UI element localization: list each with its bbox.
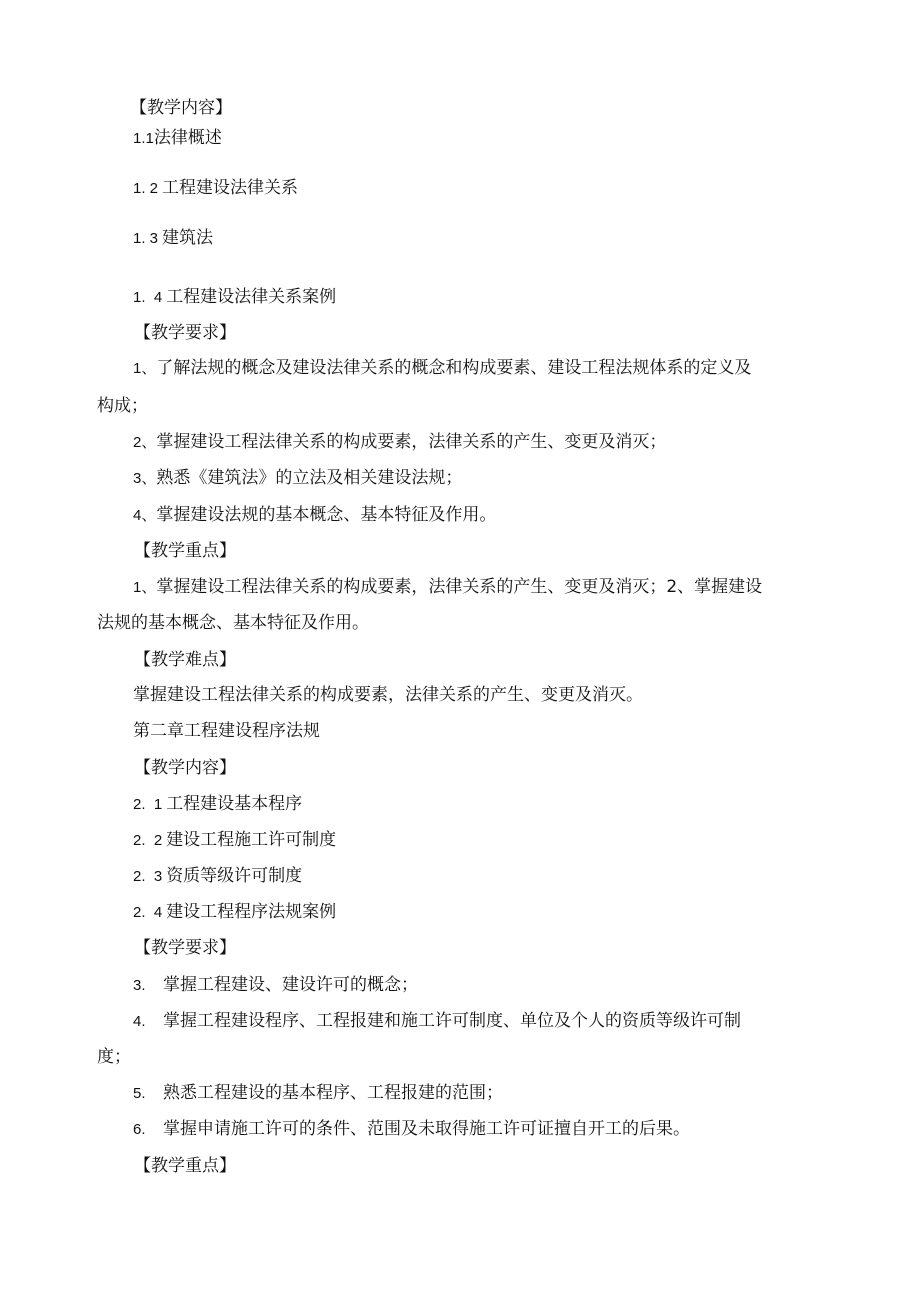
section-heading-teaching-difficulty [134,649,236,671]
line-text: 掌握工程建设、建设许可的概念； [163,975,418,995]
list-item [133,177,298,200]
line-text: 掌握建设工程法律关系的构成要素，法律关系的产生、变更及消灭； [156,432,667,452]
list-item-continuation [97,395,148,417]
item-number: 5. [133,1085,146,1102]
item-number: 4. [133,1013,146,1030]
item-number: 1、 [133,360,157,377]
list-item [133,576,762,599]
item-number: 4、 [133,507,157,524]
list-item [133,357,751,380]
line-text: 工程建设法律关系案例 [166,287,337,307]
section-heading-teaching-requirements [134,937,236,959]
line-text: 工程建设基本程序 [166,794,303,814]
line-text: 掌握申请施工许可的条件、范围及未取得施工许可证擅自开工的后果。 [163,1119,690,1139]
line-text: 第二章工程建设程序法规 [133,721,320,741]
line-text: 了解法规的概念及建设法律关系的概念和构成要素、建设工程法规体系的定义及 [156,358,752,378]
list-item-continuation [97,612,369,634]
item-number: 2. 1 [133,796,163,813]
line-text: 建设工程程序法规案例 [166,902,337,922]
line-text: 掌握建设工程法律关系的构成要素，法律关系的产生、变更及消灭。 [133,685,643,705]
list-item [133,1118,690,1141]
line-text: 建设工程施工许可制度 [166,830,337,850]
item-number: 1. 4 [133,289,163,306]
line-text: 【教学重点】 [134,1156,236,1176]
line-text: 掌握建设法规的基本概念、基本特征及作用。 [156,505,497,525]
line-text: 构成； [97,396,148,416]
list-item [133,227,213,250]
list-item [133,901,336,924]
item-number: 3. [133,977,146,994]
line-text: 【教学内容】 [134,758,236,778]
line-text: 工程建设法律关系 [162,178,299,198]
line-text: 【教学重点】 [134,541,236,561]
line-text: 熟悉工程建设的基本程序、工程报建的范围； [163,1083,503,1103]
item-number: 1、 [133,579,157,596]
paragraph [133,684,643,706]
section-heading-teaching-requirements [134,322,236,344]
line-text: 掌握工程建设程序、工程报建和施工许可制度、单位及个人的资质等级许可制 [163,1011,741,1031]
list-item [133,829,336,852]
item-number: 1. 2 [133,180,159,197]
list-item [133,1082,503,1105]
line-text: 掌握建设工程法律关系的构成要素，法律关系的产生、变更及消灭；2、掌握建设 [156,577,763,597]
item-number: 1. 3 [133,230,159,247]
list-item [133,865,302,888]
item-number: 2. 4 [133,904,163,921]
section-heading-teaching-content [134,757,236,779]
item-number: 3、 [133,470,157,487]
line-text: 法规的基本概念、基本特征及作用。 [97,613,369,633]
item-number: 2. 3 [133,868,163,885]
list-item [133,793,302,816]
item-number: 2. 2 [133,832,163,849]
item-number: 2、 [133,434,157,451]
section-heading-teaching-focus [134,1155,236,1177]
item-number: 6. [133,1121,146,1138]
list-item [133,467,462,490]
list-item-continuation [97,1046,131,1068]
chapter-title [133,720,320,742]
item-number: 1.1 [133,130,154,147]
line-text: 【教学难点】 [134,650,236,670]
list-item [133,974,418,997]
line-text: 【教学要求】 [134,938,236,958]
list-item [133,286,336,309]
line-text: 【教学要求】 [134,323,236,343]
line-text: 资质等级许可制度 [166,866,303,886]
line-text: 【教学内容】 [130,98,232,118]
section-heading-teaching-focus [134,540,236,562]
list-item [133,1010,741,1033]
line-text: 度； [97,1047,131,1067]
list-item [133,431,666,454]
section-heading-teaching-content [130,97,232,119]
list-item [133,127,222,150]
line-text: 法律概述 [153,128,222,148]
line-text: 熟悉《建筑法》的立法及相关建设法规； [156,468,463,488]
line-text: 建筑法 [162,228,214,248]
list-item [133,504,496,527]
